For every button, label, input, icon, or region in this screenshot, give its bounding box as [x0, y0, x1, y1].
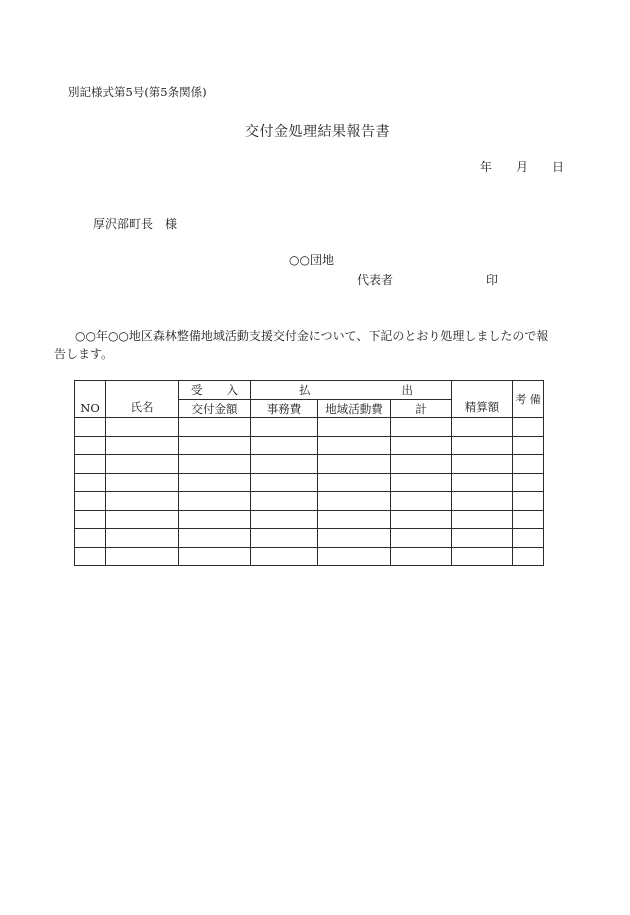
date-year: 年 — [480, 160, 493, 174]
cell-grant-amount — [179, 510, 251, 529]
cell-office-expenses — [251, 492, 318, 511]
date-day: 日 — [552, 160, 565, 174]
cell-settlement — [452, 418, 513, 437]
cell-total — [391, 492, 452, 511]
cell-no — [75, 547, 106, 566]
cell-total — [391, 455, 452, 474]
header-grant-amount: 交付金額 — [179, 400, 251, 418]
representative-label: 代表者 — [357, 273, 394, 287]
cell-remarks — [513, 547, 544, 566]
cell-no — [75, 529, 106, 548]
cell-name — [106, 510, 179, 529]
date-month: 月 — [516, 160, 529, 174]
table-row — [75, 436, 544, 455]
cell-name — [106, 418, 179, 437]
document-title: 交付金処理結果報告書 — [245, 124, 390, 140]
table-row — [75, 492, 544, 511]
cell-local-activity-expenses — [318, 473, 391, 492]
table-row — [75, 418, 544, 437]
header-local-activity-expenses: 地域活動費 — [318, 400, 391, 418]
cell-total — [391, 529, 452, 548]
table-row — [75, 455, 544, 474]
table-row — [75, 473, 544, 492]
cell-grant-amount — [179, 473, 251, 492]
cell-settlement — [452, 455, 513, 474]
cell-settlement — [452, 492, 513, 511]
cell-no — [75, 418, 106, 437]
body-text-line1: ○○年○○地区森林整備地域活動支援交付金について、下記のとおり処理しましたので報 — [75, 329, 549, 343]
cell-local-activity-expenses — [318, 436, 391, 455]
cell-settlement — [452, 547, 513, 566]
cell-no — [75, 492, 106, 511]
cell-remarks — [513, 455, 544, 474]
cell-grant-amount — [179, 455, 251, 474]
group-name: ○○団地 — [289, 253, 334, 267]
cell-name — [106, 455, 179, 474]
cell-remarks — [513, 473, 544, 492]
cell-remarks — [513, 510, 544, 529]
cell-settlement — [452, 510, 513, 529]
cell-no — [75, 436, 106, 455]
cell-settlement — [452, 473, 513, 492]
cell-total — [391, 436, 452, 455]
cell-grant-amount — [179, 547, 251, 566]
cell-total — [391, 510, 452, 529]
cell-office-expenses — [251, 547, 318, 566]
cell-local-activity-expenses — [318, 455, 391, 474]
header-received — [179, 381, 251, 400]
table-row — [75, 529, 544, 548]
cell-name — [106, 436, 179, 455]
header-no: NO — [75, 381, 106, 418]
header-remarks: 考 備 — [513, 381, 544, 418]
cell-local-activity-expenses — [318, 418, 391, 437]
cell-office-expenses — [251, 418, 318, 437]
header-paid-char-1: 払 — [299, 383, 311, 397]
cell-local-activity-expenses — [318, 529, 391, 548]
form-number: 別記様式第5号(第5条関係) — [68, 85, 207, 99]
cell-grant-amount — [179, 436, 251, 455]
cell-settlement — [452, 529, 513, 548]
header-office-expenses: 事務費 — [251, 400, 318, 418]
seal-mark: 印 — [486, 273, 499, 287]
header-received-char-2: 入 — [226, 383, 238, 397]
cell-total — [391, 473, 452, 492]
cell-no — [75, 510, 106, 529]
header-paid-char-2: 出 — [401, 383, 414, 397]
header-total: 計 — [391, 400, 452, 418]
cell-remarks — [513, 492, 544, 511]
cell-total — [391, 418, 452, 437]
cell-local-activity-expenses — [318, 492, 391, 511]
cell-local-activity-expenses — [318, 510, 391, 529]
cell-local-activity-expenses — [318, 547, 391, 566]
cell-remarks — [513, 529, 544, 548]
header-received-char-1: 受 — [191, 383, 203, 397]
cell-office-expenses — [251, 473, 318, 492]
cell-name — [106, 492, 179, 511]
cell-no — [75, 473, 106, 492]
cell-settlement — [452, 436, 513, 455]
body-text-line2: 告します。 — [54, 347, 114, 361]
header-paid — [251, 381, 452, 400]
cell-grant-amount — [179, 492, 251, 511]
cell-name — [106, 473, 179, 492]
cell-name — [106, 547, 179, 566]
header-name: 氏名 — [106, 381, 179, 418]
cell-remarks — [513, 436, 544, 455]
header-settlement: 精算額 — [452, 381, 513, 418]
addressee: 厚沢部町長 様 — [93, 217, 178, 231]
cell-grant-amount — [179, 529, 251, 548]
cell-office-expenses — [251, 510, 318, 529]
report-table — [74, 380, 544, 566]
cell-office-expenses — [251, 436, 318, 455]
cell-no — [75, 455, 106, 474]
cell-remarks — [513, 418, 544, 437]
cell-total — [391, 547, 452, 566]
cell-name — [106, 529, 179, 548]
cell-office-expenses — [251, 529, 318, 548]
table-row — [75, 510, 544, 529]
cell-grant-amount — [179, 418, 251, 437]
table-row — [75, 547, 544, 566]
cell-office-expenses — [251, 455, 318, 474]
table-body — [75, 418, 544, 566]
